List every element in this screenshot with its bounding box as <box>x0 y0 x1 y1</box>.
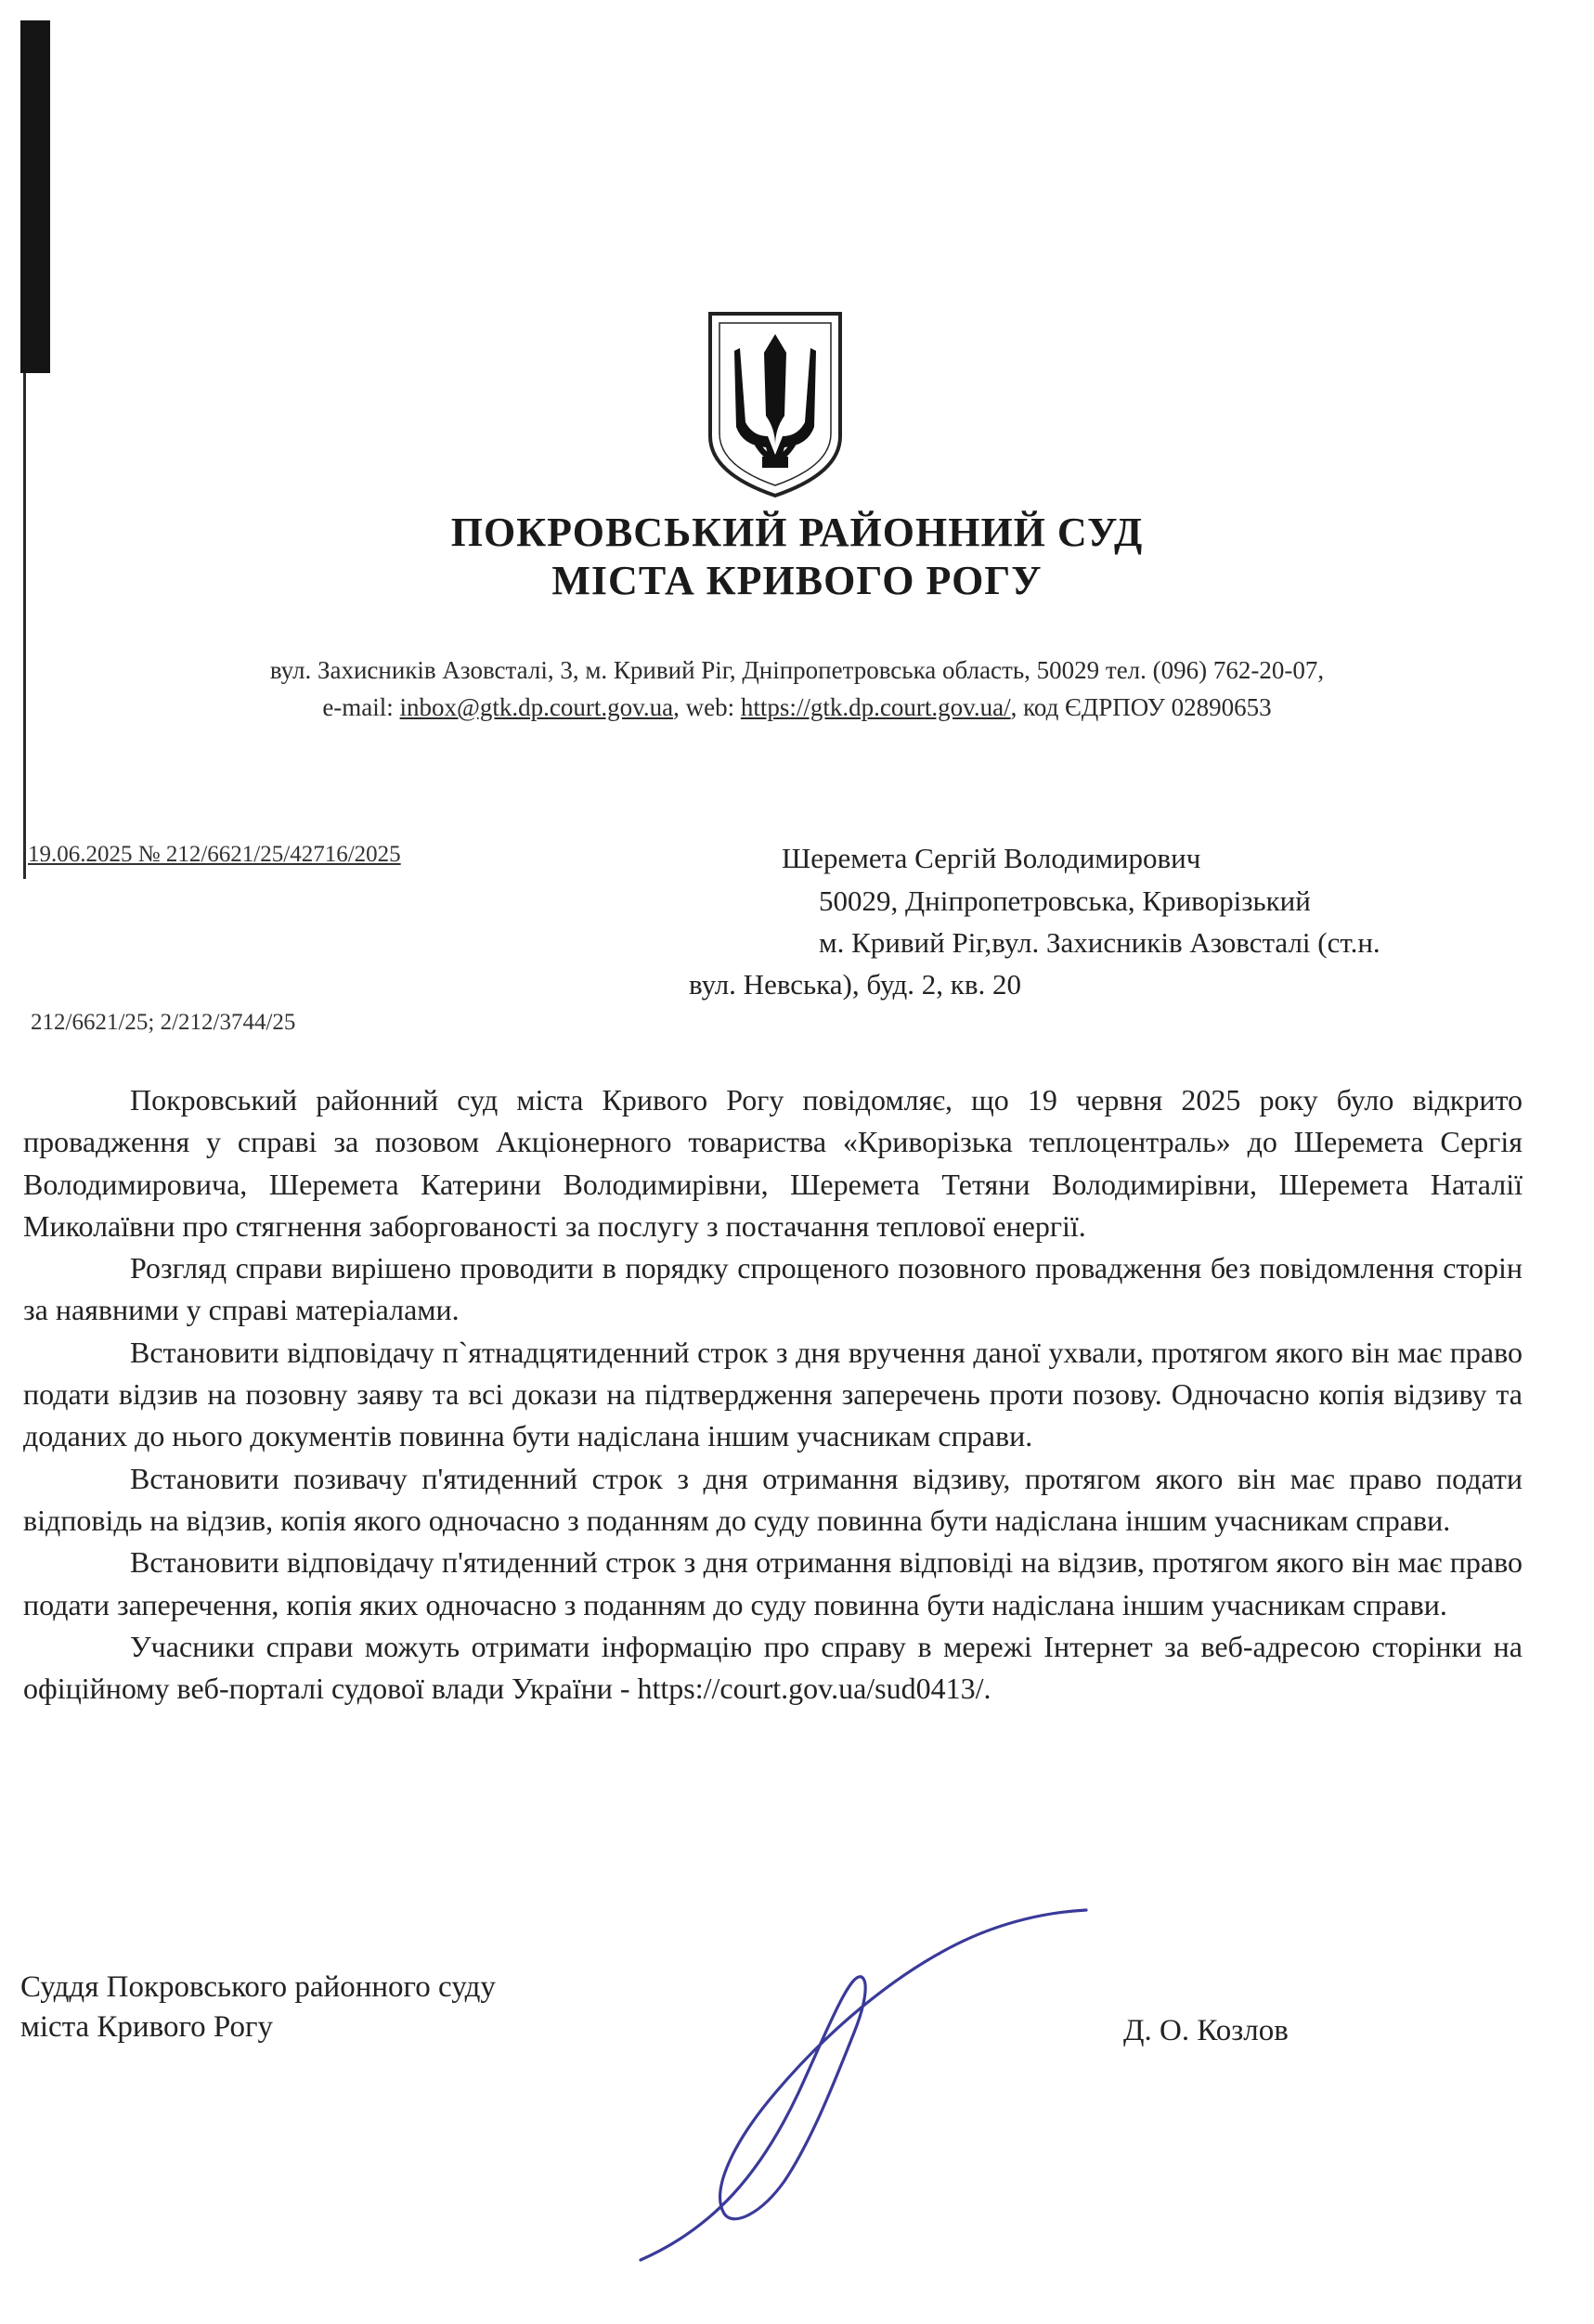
court-address: вул. Захисників Азовсталі, 3, м. Кривий Ріг, Дніпропетровська область, 50029 тел. (096) 762-20-07, <box>269 656 1325 684</box>
tryzub-coat-of-arms-icon <box>701 306 849 501</box>
recipient-address-line3: м. Кривий Ріг,вул. Захисників Азовсталі (ст.н. <box>819 926 1380 959</box>
paragraph-6: Учасники справи можуть отримати інформацію про справу в мережі Інтернет за веб-адресою сторінки на офіційному веб-порталі судової влади України - https://court.gov.ua/sud0413/. <box>23 1629 1523 1706</box>
court-name-line1: ПОКРОВСЬКИЙ РАЙОННИЙ СУД <box>450 510 1144 555</box>
court-name-line2: МІСТА КРИВОГО РОГУ <box>551 558 1043 603</box>
paragraph-4: Встановити позивачу п'ятиденний строк з дня отримання відзиву, протягом якого він має право подати відповідь на відзив, копія якого одночасно з поданням до суду повинна бути надіслана іншим учасникам справи. <box>23 1461 1523 1537</box>
outgoing-number: 19.06.2025 № 212/6621/25/42716/2025 <box>28 842 401 867</box>
recipient-address-line4: вул. Невська), буд. 2, кв. 20 <box>689 968 1021 1001</box>
edrpou-code: , код ЄДРПОУ 02890653 <box>1010 693 1272 721</box>
judge-title-line2: міста Кривого Рогу <box>20 2010 273 2044</box>
web-label: web: <box>685 693 741 721</box>
judge-title-line1: Суддя Покровського районного суду <box>20 1970 496 2004</box>
letter-body <box>23 1079 1523 1710</box>
case-reference: 212/6621/25; 2/212/3744/25 <box>31 1010 296 1035</box>
paragraph-3: Встановити відповідачу п`ятнадцятиденний строк з дня вручення даної ухвали, протягом якого він має право подати відзив на позовну заяву та всі докази на підтвердження заперечень проти позову. Одночасно копія відзиву та доданих до нього документів повинна бути надіслана іншим учасникам справи. <box>23 1335 1523 1453</box>
handwritten-signature-icon <box>613 1893 1095 2274</box>
recipient-name: Шеремета Сергій Володимирович <box>782 842 1201 874</box>
judge-name: Д. О. Козлов <box>1123 2014 1289 2047</box>
court-contacts: e-mail: inbox@gtk.dp.court.gov.ua, web: https://gtk.dp.court.gov.ua/, код ЄДРПОУ 02890653 <box>322 693 1272 721</box>
recipient-address-line2: 50029, Дніпропетровська, Криворізький <box>819 884 1311 917</box>
scan-shadow-edge <box>20 20 50 373</box>
email-link[interactable]: inbox@gtk.dp.court.gov.ua <box>399 693 674 721</box>
paragraph-2: Розгляд справи вирішено проводити в порядку спрощеного позовного провадження без повідомлення сторін за наявними у справі матеріалами. <box>23 1251 1523 1327</box>
paragraph-1: Покровський районний суд міста Кривого Рогу повідомляє, що 19 червня 2025 року було відкрито провадження у справі за позовом Акціонерного товариства «Криворізька теплоцентраль» до Шеремета Сергія Володимировича, Шеремета Катерини Володимирівни, Шеремета Тетяни Володимирівни, Шеремета Наталії Миколаївни про стягнення заборгованості за послугу з постачання теплової енергії. <box>23 1083 1523 1243</box>
web-link[interactable]: https://gtk.dp.court.gov.ua/ <box>740 693 1011 721</box>
scan-shadow-line <box>23 373 26 879</box>
paragraph-5: Встановити відповідачу п'ятиденний строк з дня отримання відповіді на відзив, протягом якого він має право подати заперечення, копія яких одночасно з поданням до суду повинна бути надіслана іншим учасникам справи. <box>23 1545 1523 1621</box>
email-label: e-mail: <box>322 693 400 721</box>
